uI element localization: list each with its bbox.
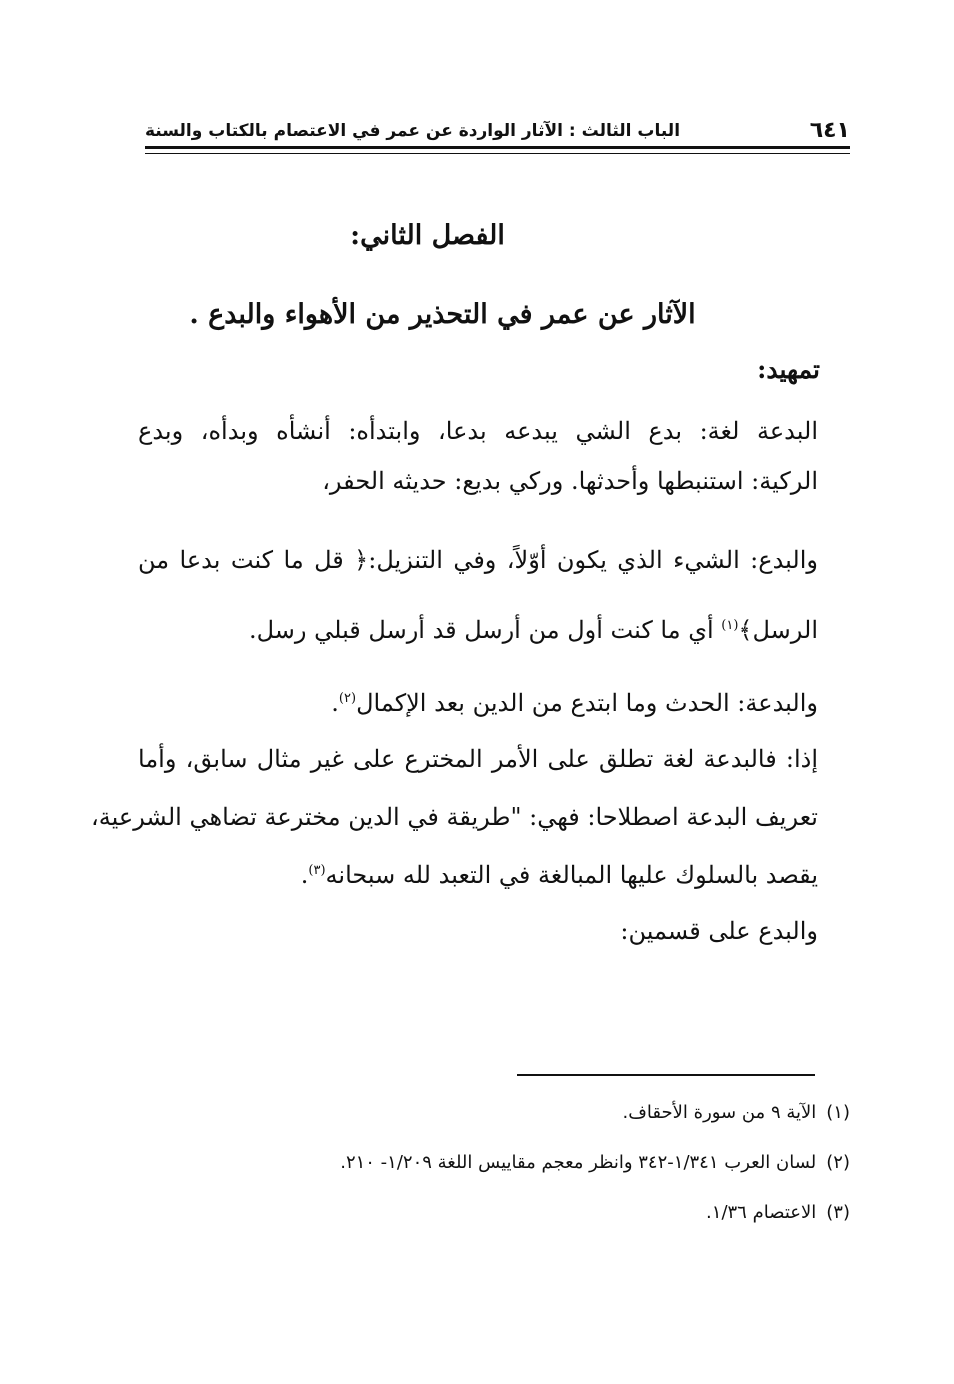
paragraph-line: إذا: فالبدعة لغة تطلق على الأمر المخترع على غير مثال سابق، وأما [138,745,818,773]
paragraph-line [138,848,818,904]
paragraph-end: . [300,861,309,889]
header-rule-thick [145,146,850,149]
paragraph-line [138,610,818,666]
footnote-text: لسان العرب ١/٣٤١-٣٤٢ وانظر معجم مقاييس اللغة ١/٢٠٩- ٢١٠. [340,1152,817,1173]
running-title: الباب الثالث : الآثار الواردة عن عمر في الاعتصام بالكتاب والسنة [145,121,681,141]
footnote-number: (١) [826,1102,850,1123]
paragraph-bid-definition [138,530,818,666]
chapter-heading: الفصل الثاني: [350,220,505,251]
intro-label: تمهيد: [757,355,820,384]
footnote-item [150,1194,850,1244]
paragraph-text: يقصد بالسلوك عليها المبالغة في التعبد لله سبحانه [325,861,818,889]
paragraph-bidaa-hadath [138,678,818,728]
quran-verse-end: الرسل﴾ [738,616,818,644]
footnote-number: (٣) [826,1202,850,1223]
footnote-ref-3: (٣) [308,863,326,878]
paragraph-bidaa-types [138,906,818,956]
paragraph-end: . [331,689,339,717]
section-heading: الآثار عن عمر في التحذير من الأهواء والبدع . [189,299,696,330]
footnote-separator [517,1074,815,1076]
paragraph-bidaa-linguistic [138,406,818,506]
paragraph-text: والبدعة: الحدث وما ابتدع من الدين بعد الإكمال [356,689,818,717]
footnotes [150,1094,850,1244]
footnote-text: الآية ٩ من سورة الأحقاف. [622,1102,817,1123]
paragraph-line: والبدع على قسمين: [620,917,818,945]
footnote-item [150,1144,850,1194]
footnote-text: الاعتصام ١/٣٦. [706,1202,817,1223]
footnote-item [150,1094,850,1144]
footnote-ref-1: (١) [721,618,739,633]
paragraph-line [138,678,818,728]
paragraph-line: البدعة لغة: بدع الشي يبدعه بدعا، وابتدأه: أنشأه وبدأه، وبدع [138,417,818,445]
running-header [145,115,850,143]
verse-explanation: أي ما كنت أول من أرسل قد أرسل قبلي رسل. [248,616,722,644]
paragraph-line: تعريف البدعة اصطلاحا: فهي: "طريقة في الدين مخترعة تضاهي الشرعية، [91,803,818,831]
footnote-ref-2: (٢) [338,691,357,706]
paragraph-bidaa-technical [91,734,818,904]
paragraph-line: الركية: استنبطها وأحدثها. وركي بديع: حديثه الحفر، [322,467,818,495]
footnote-number: (٢) [826,1152,850,1173]
header-rule-thin [145,153,850,154]
page-number: ٦٤١ [809,118,850,143]
paragraph-line: والبدع: الشيء الذي يكون أوّلاً، وفي التنزيل:﴿ قل ما كنت بدعا من [138,546,818,574]
